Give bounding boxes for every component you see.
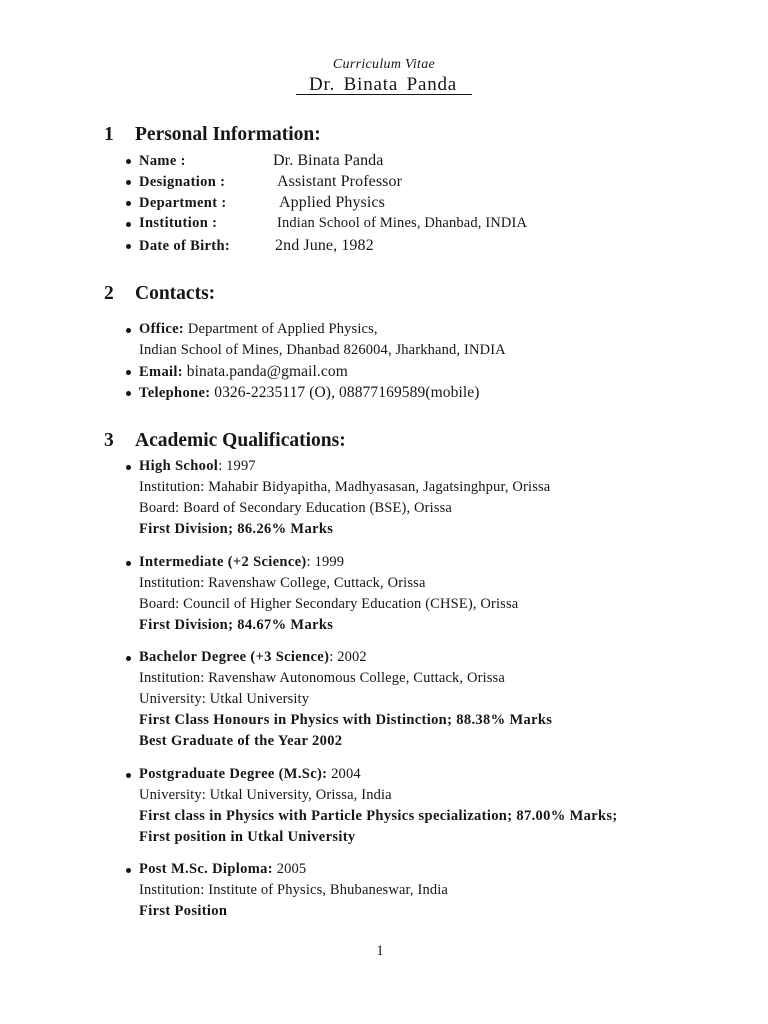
qualification-title: High School [139, 458, 219, 474]
field-value: Indian School of Mines, Dhanbad, INDIA [277, 215, 528, 232]
qualification-title: Post M.Sc. Diploma: [139, 861, 273, 877]
qualification-heading [139, 456, 768, 477]
field-label: Name : [139, 152, 186, 169]
telephone-row [139, 382, 768, 403]
contact-office [0, 319, 768, 362]
field-label: Institution : [139, 215, 218, 232]
qualification-result: First Division; 84.67% Marks [139, 616, 334, 633]
qualification-heading [139, 764, 768, 785]
qualification-heading [139, 647, 768, 668]
qualification-title: Bachelor Degree (+3 Science) [139, 649, 330, 665]
contact-telephone [0, 382, 768, 403]
academic-qualifications-list [0, 456, 768, 934]
qualification-intermediate [0, 552, 768, 636]
qualification-result: First Position [139, 903, 228, 919]
qualification-year: 2004 [331, 765, 361, 782]
field-value: 2nd June, 1982 [275, 236, 374, 254]
personal-item-date-of-birth [0, 235, 768, 256]
office-address-line: Indian School of Mines, Dhanbad 826004, Jharkhand, INDIA [139, 341, 506, 358]
field-value: Applied Physics [279, 194, 385, 211]
email-label: Email: [139, 364, 183, 381]
qualification-year: : 1997 [218, 458, 256, 474]
qualification-heading [139, 859, 768, 880]
personal-row [139, 171, 768, 192]
page-number: 1 [376, 943, 384, 959]
qualification-heading [139, 552, 768, 573]
field-label: Date of Birth: [139, 237, 231, 254]
field-value: Assistant Professor [277, 172, 403, 190]
field-label: Designation : [139, 173, 226, 190]
qualification-post-msc-diploma [0, 859, 768, 922]
section-title: Personal Information: [135, 124, 321, 145]
qualification-detail: Board: Board of Secondary Education (BSE), Orissa [139, 500, 452, 516]
qualification-detail: Board: Council of Higher Secondary Education (CHSE), Orissa [139, 595, 519, 612]
telephone-label: Telephone: [139, 385, 211, 402]
email-address: binata.panda@gmail.com [186, 363, 348, 381]
qualification-detail: Institution: Ravenshaw College, Cuttack, Orissa [139, 574, 426, 591]
qualification-high-school [0, 456, 768, 540]
qualification-detail: University: Utkal University, Orissa, India [139, 786, 392, 803]
personal-item-department [0, 192, 768, 213]
qualification-bachelor [0, 647, 768, 752]
qualification-year: : 2002 [329, 649, 367, 665]
personal-row [139, 192, 768, 213]
personal-row [139, 150, 768, 171]
qualification-result: First Class Honours in Physics with Distinction; 88.38% Marks [139, 712, 553, 728]
personal-row [139, 213, 768, 234]
qualification-result: First Division; 86.26% Marks [139, 521, 334, 537]
section-number: 3 [104, 430, 114, 451]
section-number: 1 [104, 124, 114, 145]
email-row [139, 361, 768, 382]
section-title: Contacts: [135, 283, 216, 304]
personal-row [139, 235, 768, 256]
office-label: Office: [139, 320, 185, 337]
section-heading-contacts [0, 282, 768, 306]
section-number: 2 [104, 283, 114, 304]
section-heading-personal-information [0, 123, 768, 147]
personal-item-designation [0, 171, 768, 192]
section-heading-academic-qualifications [0, 429, 768, 453]
qualification-detail: Institution: Institute of Physics, Bhubaneswar, India [139, 882, 449, 898]
qualification-title: Postgraduate Degree (M.Sc): [139, 765, 328, 782]
qualification-year: 2005 [276, 861, 307, 877]
document-title: Dr. Binata Panda [296, 76, 472, 95]
document-subtitle: Curriculum Vitae [332, 57, 436, 72]
qualification-title: Intermediate (+2 Science) [139, 553, 307, 570]
personal-information-list [0, 150, 768, 256]
field-value: Dr. Binata Panda [273, 151, 384, 169]
qualification-detail: University: Utkal University [139, 691, 310, 707]
qualification-detail: Institution: Mahabir Bidyapitha, Madhyasasan, Jagatsinghpur, Orissa [139, 479, 551, 495]
qualification-result: First position in Utkal University [139, 828, 356, 845]
qualification-postgraduate [0, 764, 768, 848]
qualification-year: : 1999 [306, 553, 345, 570]
field-label: Department : [139, 195, 227, 211]
contact-email [0, 361, 768, 382]
qualification-result: First class in Physics with Particle Physics specialization; 87.00% Marks; [139, 807, 618, 824]
office-row [139, 319, 768, 340]
qualification-result: Best Graduate of the Year 2002 [139, 733, 343, 749]
document-title-wrap [0, 76, 768, 95]
telephone-numbers: 0326-2235117 (O), 08877169589(mobile) [214, 384, 480, 402]
office-address-line: Department of Applied Physics, [187, 320, 378, 337]
personal-item-institution [0, 213, 768, 234]
personal-item-name [0, 150, 768, 171]
qualification-detail: Institution: Ravenshaw Autonomous College, Cuttack, Orissa [139, 670, 505, 686]
section-title: Academic Qualifications: [135, 430, 346, 451]
contacts-list [0, 319, 768, 404]
